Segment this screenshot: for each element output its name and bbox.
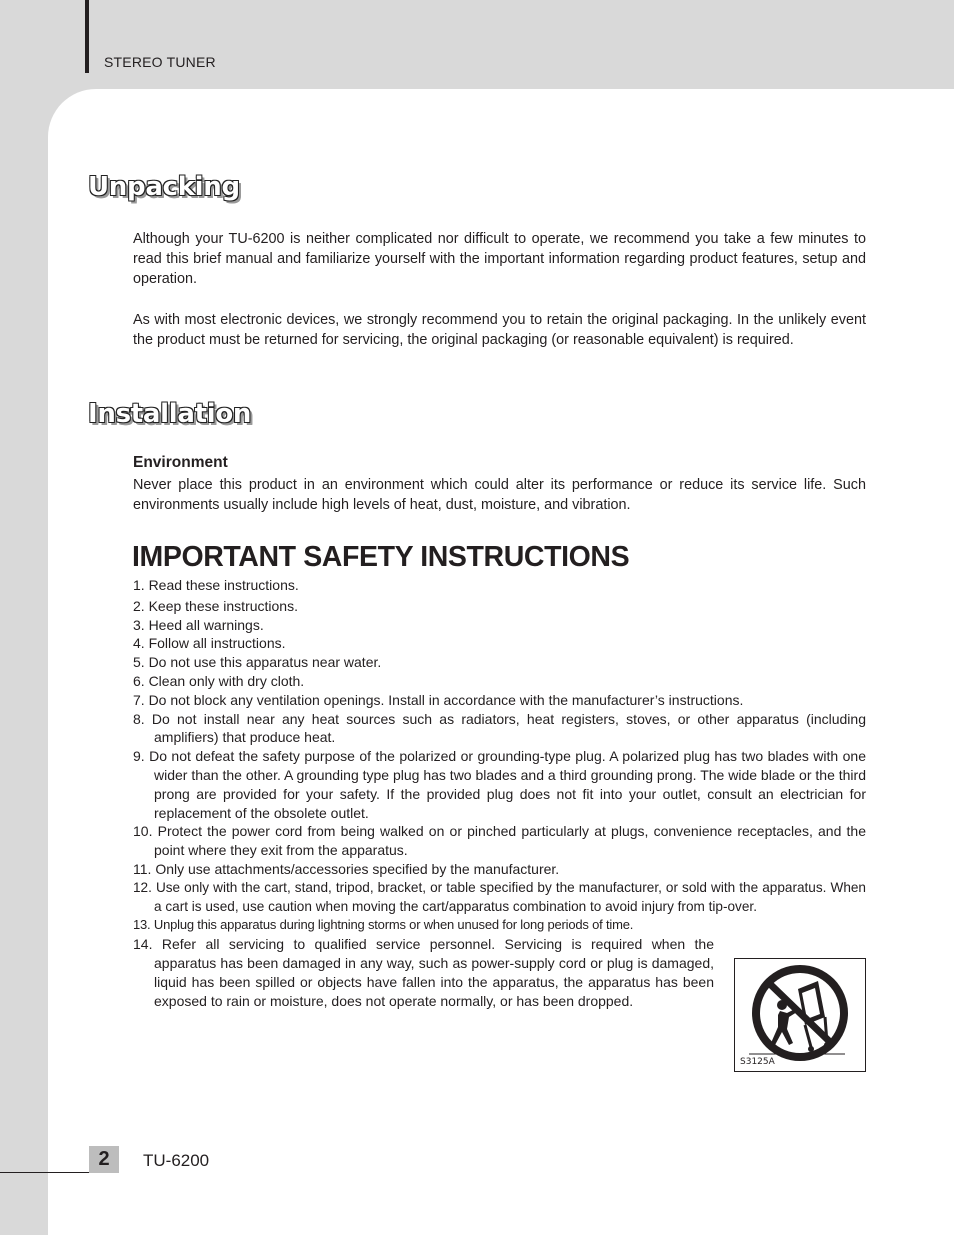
safety-item-10: 10. Protect the power cord from being walked on or pinched particularly at plugs, convenience receptacles, and the point where they exit from the apparatus. [133,823,866,859]
unpacking-paragraph-2: As with most electronic devices, we strongly recommend you to retain the original packaging. In the unlikely event the product must be returned for servicing, the original packaging (or reasonable equivalent) is required. [133,312,866,348]
safety-item-11: 11. Only use attachments/accessories specified by the manufacturer. [133,860,560,877]
safety-item-4: 4. Follow all instructions. [133,635,286,652]
safety-item-1: 1. Read these instructions. [133,577,299,593]
safety-item-13: 13. Unplug this apparatus during lightning storms or when unused for long periods of time. [133,917,634,933]
footer-model: TU-6200 [143,1151,210,1170]
safety-item-8: 8. Do not install near any heat sources such as radiators, heat registers, stoves, or other apparatus (including amplifiers) that produce heat. [133,710,866,746]
header-bar [0,0,954,92]
safety-item-2: 2. Keep these instructions. [133,597,298,614]
safety-item-5: 5. Do not use this apparatus near water. [133,654,382,671]
safety-item-6: 6. Clean only with dry cloth. [133,672,305,689]
safety-title: IMPORTANT SAFETY INSTRUCTIONS [132,541,630,573]
unpacking-title: Unpacking [88,172,240,202]
environment-paragraph: Never place this product in an environment which could alter its performance or reduce its service life. Such environments usually include high levels of heat, dust, moisture, and vibration. [133,477,866,513]
installation-title: Installation [88,399,252,429]
safety-item-14: 14. Refer all servicing to qualified service personnel. Servicing is required when the apparatus has been damaged in any way, such as power-supply cord or plug is damaged, liquid has been spilled or objects have fallen into the apparatus, the apparatus has been exposed to rain or moisture, does not operate normally, or has been dropped. [133,936,714,1009]
safety-item-9: 9. Do not defeat the safety purpose of the polarized or grounding-type plug. A polarized plug has two blades with one wider than the other. A grounding type plug has two blades and a third grounding prong. The wide blade or the third prong are provided for your safety. If the provided plug does not fit into your outlet, consult an electrician for replacement of the obsolete outlet. [133,748,866,821]
page-number: 2 [89,1146,119,1173]
header-rule [85,0,89,73]
cart-tip-over-warning-icon [735,959,865,1071]
environment-heading: Environment [133,454,228,471]
cart-warning-box [734,958,866,1072]
safety-item-7: 7. Do not block any ventilation openings. Install in accordance with the manufacturer’s instructions. [133,691,744,708]
header-label: STEREO TUNER [104,54,216,70]
safety-item-12: 12. Use only with the cart, stand, tripod, bracket, or table specified by the manufacturer, or sold with the apparatus. When a cart is used, use caution when moving the cart/apparatus combination to avoid injury from tip-over. [133,879,866,914]
unpacking-paragraph-1: Although your TU-6200 is neither complicated nor difficult to operate, we recommend you take a few minutes to read this brief manual and familiarize yourself with the important information regarding product features, setup and operation. [133,231,866,287]
safety-list [133,576,866,1010]
cart-code-label: S3125A [740,1057,775,1067]
safety-item-3: 3. Heed all warnings. [133,616,264,633]
